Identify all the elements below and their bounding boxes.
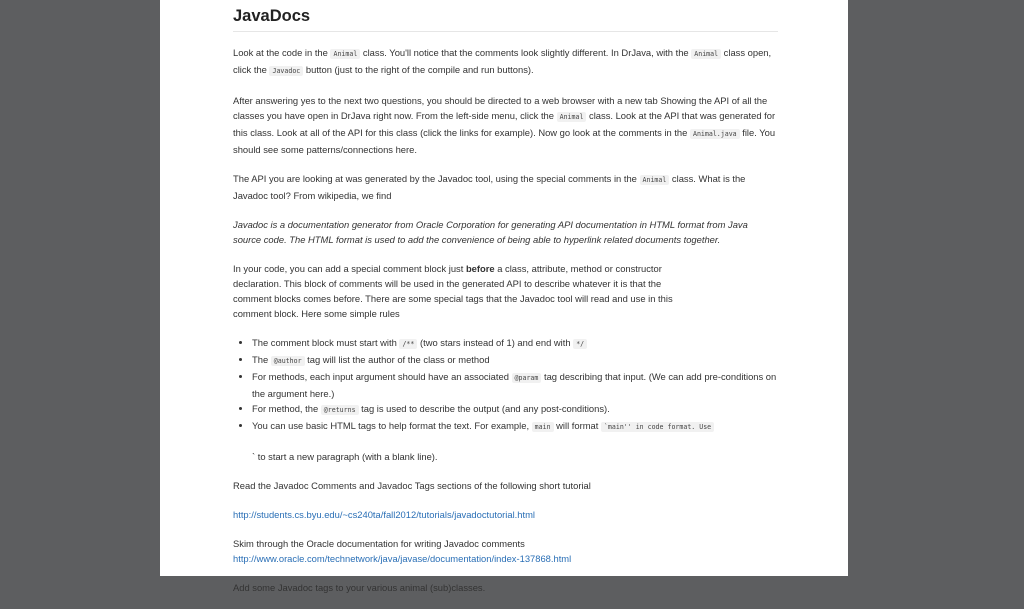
inline-code: /** [399,339,417,349]
text: tag describing that input. (We can add pre-conditions on the argument here.) [252,371,777,399]
quote-text: Javadoc is a documentation generator from Oracle Corporation for generating API documentation in HTML format from Java source code. The HTML format is used to add the convenience of being able to hyperlink related documents together. [233,219,748,245]
text: You can use basic HTML tags to help format the text. For example, [252,420,532,431]
api-paragraph [233,93,778,157]
document-page [160,0,848,593]
list-item [252,401,778,418]
inline-code: Javadoc [269,66,303,76]
rules-list [233,335,778,435]
list-item [252,352,778,369]
inline-code: Animal [640,175,670,185]
text: (two stars instead of 1) and end with [417,337,574,348]
inline-code: main [532,422,554,432]
inline-code: */ [573,339,587,349]
text: tag is used to describe the output (and any post-conditions). [358,403,610,414]
text: button (just to the right of the compile and run buttons). [303,64,534,75]
inline-code: Animal [557,112,587,122]
paragraph-note: ` to start a new paragraph (with a blank line). [252,451,438,462]
text: The [252,354,271,365]
text: will format [553,420,601,431]
tutorial-link[interactable]: http://students.cs.byu.edu/~cs240ta/fall2012/tutorials/javadoctutorial.html [233,509,536,520]
inline-code: @returns [321,405,359,415]
oracle-link[interactable]: http://www.oracle.com/technetwork/java/javase/documentation/index-137868.html [233,553,572,564]
text: The comment block must start with [252,337,400,348]
text: a class, attribute, method or constructor declaration. This block of comments will be used in the generated API to describe whatever it is that the comment blocks comes before. There are some special tags that the Javadoc tool will read and use in this comment block. Here some simple rules [233,263,673,319]
inline-code: `main'' in code format. Use [601,422,714,432]
wikipedia-quote [233,217,778,247]
text: tag will list the author of the class or method [304,354,490,365]
text: In your code, you can add a special comment block just [233,263,466,274]
tutorial-link-paragraph [233,507,778,522]
bold-text: before [465,263,495,274]
final-paragraph: Add some Javadoc tags to your various animal (sub)classes. [233,582,486,593]
inline-code: Animal.java [690,129,740,139]
list-item [252,418,778,435]
text: class. You'll notice that the comments look slightly different. In DrJava, with the [360,47,692,58]
text: Look at the code in the [233,47,331,58]
list-item [252,369,778,401]
text: class. What is the Javadoc tool? From wikipedia, we find [233,173,746,201]
text: For methods, each input argument should have an associated [252,371,512,382]
oracle-paragraph: Skim through the Oracle documentation for writing Javadoc comments [233,538,525,549]
javadoc-tool-paragraph [233,171,778,203]
text: file. You should see some patterns/connections here. [233,127,776,155]
text: class open, click the [233,47,772,75]
intro-paragraph [233,45,778,79]
page-title: JavaDocs [233,5,778,32]
tutorial-paragraph: Read the Javadoc Comments and Javadoc Tags sections of the following short tutorial [233,480,591,491]
inline-code: Animal [691,49,721,59]
comment-block-paragraph [233,261,683,321]
text: class. Look at the API that was generated for this class. Look at all of the API for this class (click the links for example). Now go look at the comments in the [233,110,776,138]
text: For method, the [252,403,321,414]
oracle-link-paragraph [233,551,778,566]
inline-code: @author [271,356,305,366]
text: The API you are looking at was generated by the Javadoc tool, using the special comments in the [233,173,640,184]
document-content [233,0,778,609]
inline-code: @param [512,373,542,383]
text: After answering yes to the next two questions, you should be directed to a web browser with a new tab Showing the API of all the classes you have open in DrJava right now. From the left-side menu, click the [233,95,768,121]
list-item [252,335,778,352]
inline-code: Animal [330,49,360,59]
